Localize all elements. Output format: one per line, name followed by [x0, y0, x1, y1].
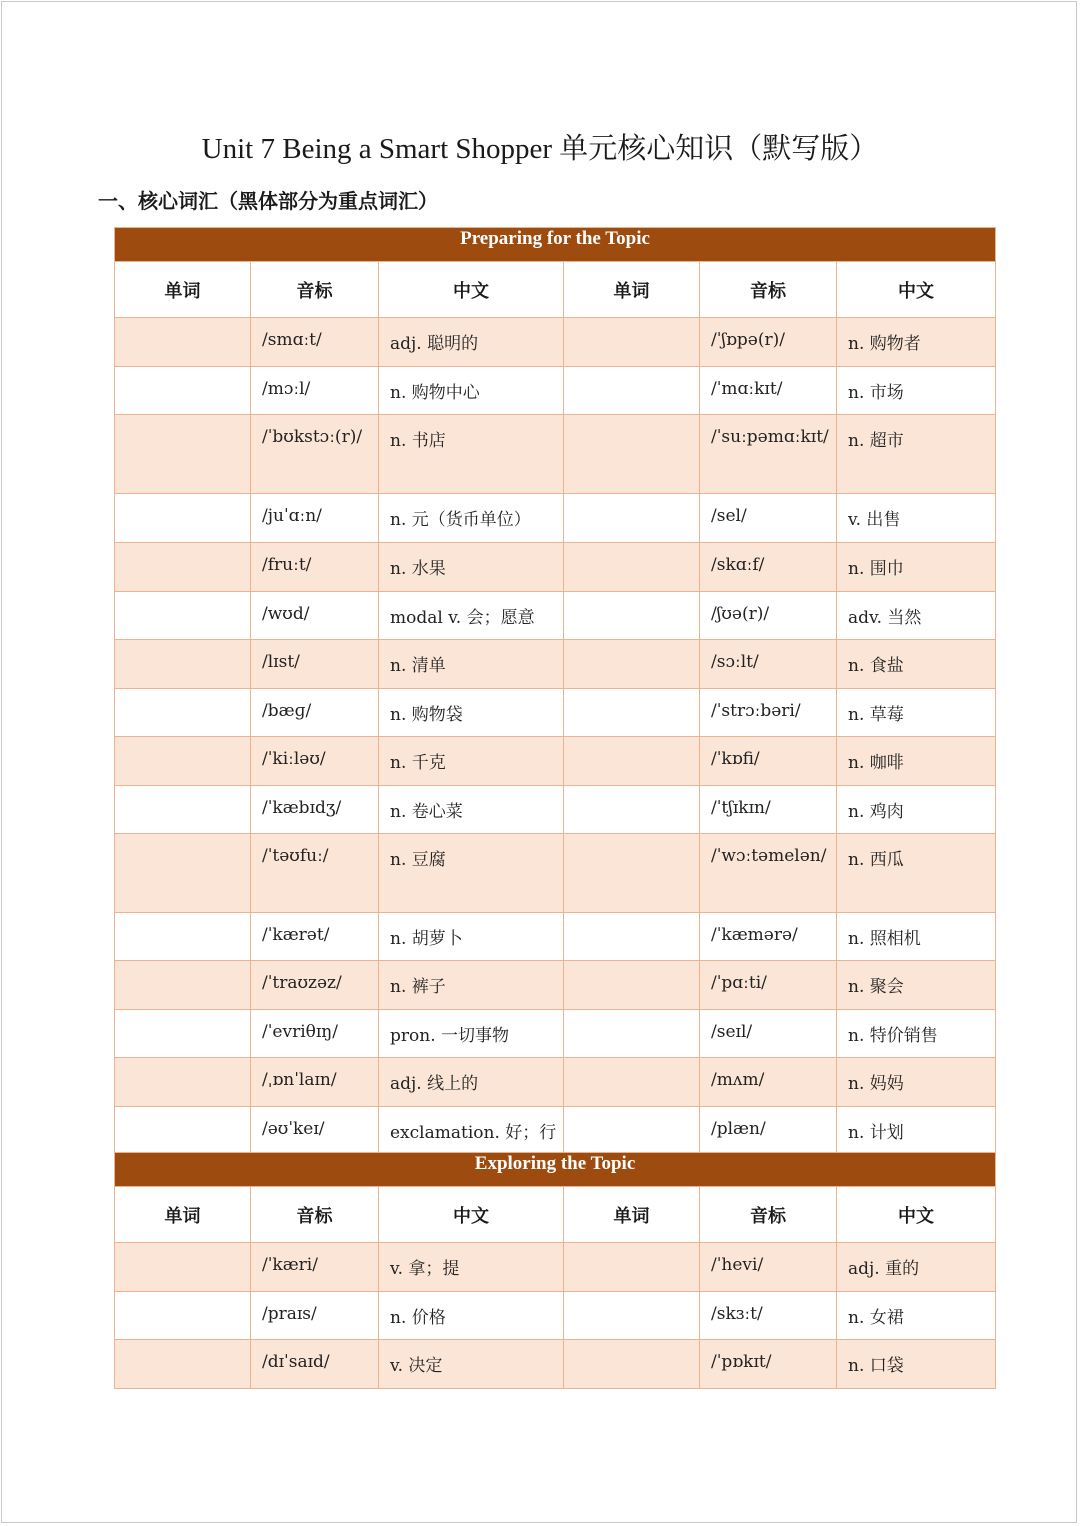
phonetic-cell: /ˈtraʊzəz/ [251, 961, 379, 1010]
word-cell-blank [115, 834, 251, 913]
word-cell-blank [115, 543, 251, 592]
word-cell-blank [564, 786, 700, 834]
word-cell-blank [115, 1243, 251, 1292]
table-row [115, 494, 996, 543]
phonetic-cell: /dɪˈsaɪd/ [251, 1340, 379, 1389]
phonetic-cell: /ˈwɔːtəmelən/ [700, 834, 837, 913]
chinese-meaning-cell: n. 购物中心 [379, 367, 564, 415]
chinese-meaning-cell: n. 女裙 [837, 1292, 996, 1340]
chinese-meaning-cell: n. 元（货币单位） [379, 494, 564, 543]
table-row [115, 543, 996, 592]
word-cell-blank [564, 640, 700, 689]
word-cell-blank [564, 367, 700, 415]
column-header-chinese: 中文 [837, 1187, 996, 1243]
word-cell-blank [115, 592, 251, 640]
phonetic-cell: /ˈhevi/ [700, 1243, 837, 1292]
word-cell-blank [564, 415, 700, 494]
table-row [115, 1058, 996, 1107]
chinese-meaning-cell: n. 草莓 [837, 689, 996, 737]
chinese-meaning-cell: n. 咖啡 [837, 737, 996, 786]
word-cell-blank [115, 689, 251, 737]
phonetic-cell: /ˈbʊkstɔː(r)/ [251, 415, 379, 494]
word-cell-blank [564, 689, 700, 737]
chinese-meaning-cell: adj. 聪明的 [379, 318, 564, 367]
word-cell-blank [115, 961, 251, 1010]
word-cell-blank [564, 737, 700, 786]
word-cell-blank [564, 543, 700, 592]
phonetic-cell: /praɪs/ [251, 1292, 379, 1340]
chinese-meaning-cell: n. 豆腐 [379, 834, 564, 913]
table-header-row [115, 262, 996, 318]
table-row [115, 689, 996, 737]
phonetic-cell: /ˈʃɒpə(r)/ [700, 318, 837, 367]
phonetic-cell: /ˈkɒfi/ [700, 737, 837, 786]
chinese-meaning-cell: adj. 重的 [837, 1243, 996, 1292]
table-header-row [115, 1187, 996, 1243]
phonetic-cell: /sel/ [700, 494, 837, 543]
chinese-meaning-cell: modal v. 会；愿意 [379, 592, 564, 640]
chinese-meaning-cell: n. 市场 [837, 367, 996, 415]
table-row [115, 786, 996, 834]
word-cell-blank [564, 1340, 700, 1389]
phonetic-cell: /fruːt/ [251, 543, 379, 592]
word-cell-blank [115, 737, 251, 786]
chinese-meaning-cell: v. 决定 [379, 1340, 564, 1389]
word-cell-blank [564, 961, 700, 1010]
column-header-chinese: 中文 [379, 262, 564, 318]
column-header-word: 单词 [564, 1187, 700, 1243]
phonetic-cell: /əʊˈkeɪ/ [251, 1107, 379, 1155]
table-row [115, 367, 996, 415]
phonetic-cell: /lɪst/ [251, 640, 379, 689]
chinese-meaning-cell: n. 书店 [379, 415, 564, 494]
phonetic-cell: /smɑːt/ [251, 318, 379, 367]
word-cell-blank [115, 367, 251, 415]
column-header-phonetic: 音标 [251, 1187, 379, 1243]
table-banner [115, 228, 996, 262]
column-header-word: 单词 [564, 262, 700, 318]
chinese-meaning-cell: n. 西瓜 [837, 834, 996, 913]
phonetic-cell: /juˈɑːn/ [251, 494, 379, 543]
word-cell-blank [115, 1010, 251, 1058]
section-heading: 一、核心词汇（黑体部分为重点词汇） [98, 189, 438, 213]
table-row [115, 318, 996, 367]
word-cell-blank [564, 1010, 700, 1058]
word-cell-blank [115, 1058, 251, 1107]
phonetic-cell: /skɑːf/ [700, 543, 837, 592]
banner-title: Preparing for the Topic [115, 228, 996, 262]
word-cell-blank [564, 1107, 700, 1155]
chinese-meaning-cell: n. 卷心菜 [379, 786, 564, 834]
chinese-meaning-cell: n. 围巾 [837, 543, 996, 592]
column-header-phonetic: 音标 [700, 1187, 837, 1243]
word-cell-blank [564, 494, 700, 543]
phonetic-cell: /bæɡ/ [251, 689, 379, 737]
word-cell-blank [115, 318, 251, 367]
banner-title: Exploring the Topic [115, 1153, 996, 1187]
phonetic-cell: /ˈpɒkɪt/ [700, 1340, 837, 1389]
chinese-meaning-cell: n. 妈妈 [837, 1058, 996, 1107]
column-header-chinese: 中文 [379, 1187, 564, 1243]
chinese-meaning-cell: n. 购物者 [837, 318, 996, 367]
table-row [115, 1340, 996, 1389]
vocab-table-preparing [114, 227, 996, 1155]
phonetic-cell: /ˌɒnˈlaɪn/ [251, 1058, 379, 1107]
phonetic-cell: /ˈkiːləʊ/ [251, 737, 379, 786]
table-row [115, 415, 996, 494]
chinese-meaning-cell: n. 清单 [379, 640, 564, 689]
phonetic-cell: /ˈkæmərə/ [700, 913, 837, 961]
word-cell-blank [115, 640, 251, 689]
phonetic-cell: /mɔːl/ [251, 367, 379, 415]
document-title: Unit 7 Being a Smart Shopper 单元核心知识（默写版） [201, 133, 879, 165]
phonetic-cell: /ʃʊə(r)/ [700, 592, 837, 640]
column-header-chinese: 中文 [837, 262, 996, 318]
chinese-meaning-cell: n. 照相机 [837, 913, 996, 961]
word-cell-blank [115, 913, 251, 961]
word-cell-blank [115, 1292, 251, 1340]
chinese-meaning-cell: adj. 线上的 [379, 1058, 564, 1107]
column-header-phonetic: 音标 [700, 262, 837, 318]
chinese-meaning-cell: n. 水果 [379, 543, 564, 592]
table-banner [115, 1153, 996, 1187]
chinese-meaning-cell: n. 计划 [837, 1107, 996, 1155]
phonetic-cell: /ˈmɑːkɪt/ [700, 367, 837, 415]
word-cell-blank [115, 1107, 251, 1155]
word-cell-blank [115, 415, 251, 494]
word-cell-blank [564, 834, 700, 913]
column-header-phonetic: 音标 [251, 262, 379, 318]
phonetic-cell: /ˈkærət/ [251, 913, 379, 961]
word-cell-blank [564, 1058, 700, 1107]
word-cell-blank [564, 1243, 700, 1292]
phonetic-cell: /ˈkæri/ [251, 1243, 379, 1292]
phonetic-cell: /ˈevriθɪŋ/ [251, 1010, 379, 1058]
phonetic-cell: /wʊd/ [251, 592, 379, 640]
table-row [115, 834, 996, 913]
column-header-word: 单词 [115, 1187, 251, 1243]
chinese-meaning-cell: n. 鸡肉 [837, 786, 996, 834]
word-cell-blank [564, 1292, 700, 1340]
chinese-meaning-cell: n. 千克 [379, 737, 564, 786]
chinese-meaning-cell: exclamation. 好；行 [379, 1107, 564, 1155]
phonetic-cell: /skɜːt/ [700, 1292, 837, 1340]
phonetic-cell: /ˈkæbɪdʒ/ [251, 786, 379, 834]
chinese-meaning-cell: n. 特价销售 [837, 1010, 996, 1058]
phonetic-cell: /seɪl/ [700, 1010, 837, 1058]
table-row [115, 592, 996, 640]
phonetic-cell: /ˈtəʊfuː/ [251, 834, 379, 913]
chinese-meaning-cell: v. 出售 [837, 494, 996, 543]
chinese-meaning-cell: v. 拿；提 [379, 1243, 564, 1292]
chinese-meaning-cell: n. 超市 [837, 415, 996, 494]
table-row [115, 1010, 996, 1058]
table-row [115, 640, 996, 689]
table-row [115, 913, 996, 961]
chinese-meaning-cell: n. 食盐 [837, 640, 996, 689]
chinese-meaning-cell: n. 口袋 [837, 1340, 996, 1389]
word-cell-blank [115, 494, 251, 543]
table-row [115, 1107, 996, 1155]
chinese-meaning-cell: n. 购物袋 [379, 689, 564, 737]
chinese-meaning-cell: pron. 一切事物 [379, 1010, 564, 1058]
table-row [115, 1292, 996, 1340]
column-header-word: 单词 [115, 262, 251, 318]
chinese-meaning-cell: adv. 当然 [837, 592, 996, 640]
phonetic-cell: /plæn/ [700, 1107, 837, 1155]
phonetic-cell: /sɔːlt/ [700, 640, 837, 689]
table-row [115, 737, 996, 786]
word-cell-blank [115, 786, 251, 834]
word-cell-blank [115, 1340, 251, 1389]
phonetic-cell: /ˈpɑːti/ [700, 961, 837, 1010]
chinese-meaning-cell: n. 胡萝卜 [379, 913, 564, 961]
table-row [115, 1243, 996, 1292]
phonetic-cell: /ˈsuːpəmɑːkɪt/ [700, 415, 837, 494]
phonetic-cell: /mʌm/ [700, 1058, 837, 1107]
word-cell-blank [564, 318, 700, 367]
chinese-meaning-cell: n. 聚会 [837, 961, 996, 1010]
chinese-meaning-cell: n. 裤子 [379, 961, 564, 1010]
vocab-table-exploring [114, 1152, 996, 1389]
chinese-meaning-cell: n. 价格 [379, 1292, 564, 1340]
word-cell-blank [564, 592, 700, 640]
table-row [115, 961, 996, 1010]
phonetic-cell: /ˈtʃɪkɪn/ [700, 786, 837, 834]
word-cell-blank [564, 913, 700, 961]
phonetic-cell: /ˈstrɔːbəri/ [700, 689, 837, 737]
